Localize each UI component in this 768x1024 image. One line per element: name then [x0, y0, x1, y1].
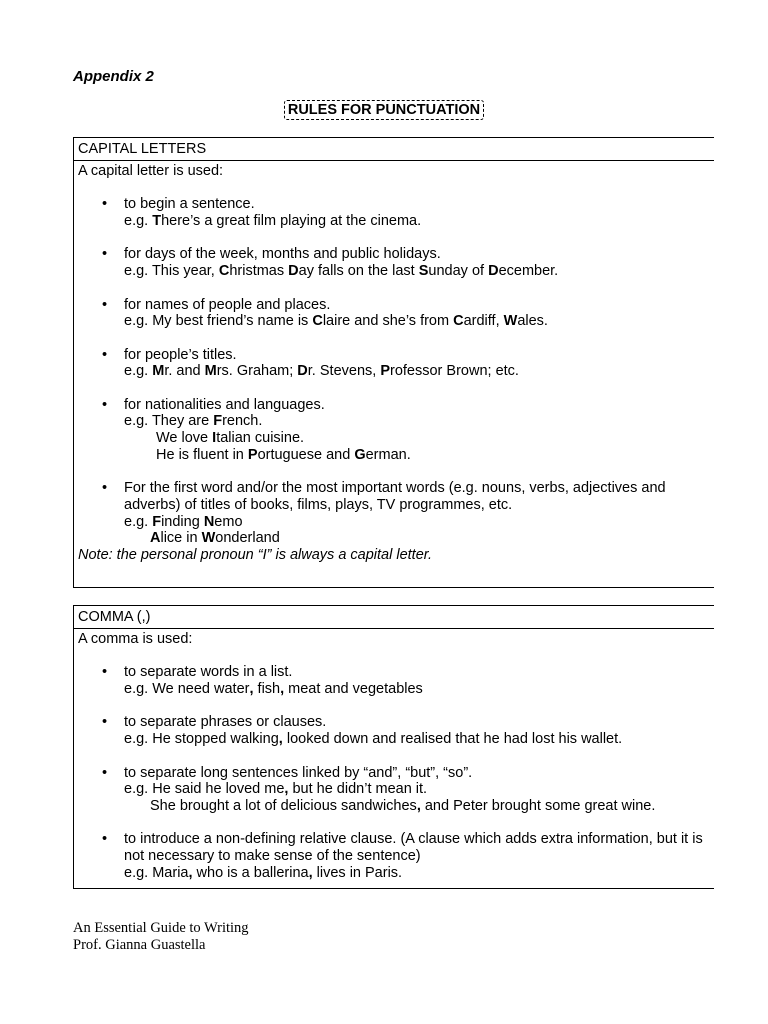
- emphasis-letter: C: [453, 313, 464, 330]
- example-continuation: [124, 798, 710, 815]
- example-text: My best friend’s name is: [152, 313, 313, 330]
- example-continuation: [124, 530, 710, 547]
- example-text: rs. Graham;: [216, 363, 298, 380]
- bullet-icon: •: [102, 346, 108, 363]
- bullet-icon: •: [102, 480, 108, 497]
- example-text: He stopped walking: [152, 731, 279, 748]
- comma-section: [73, 605, 714, 889]
- capital-letters-list: [78, 196, 710, 547]
- example-prefix: e.g.: [124, 213, 153, 230]
- footer-book-title: An Essential Guide to Writing: [73, 920, 249, 936]
- example-text: ales.: [517, 313, 548, 330]
- emphasis-letter: ,: [284, 781, 289, 798]
- emphasis-letter: C: [312, 313, 323, 330]
- example-text: We love: [156, 430, 213, 447]
- example-text: and Peter brought some great wine.: [420, 797, 656, 814]
- example-text: She brought a lot of delicious sandwiches: [150, 797, 417, 814]
- list-item: [78, 246, 710, 279]
- example-prefix: e.g.: [124, 263, 152, 280]
- example-line: [124, 865, 710, 882]
- capital-letters-heading: CAPITAL LETTERS: [74, 138, 714, 161]
- example-text: lice in: [160, 530, 202, 547]
- comma-intro: A comma is used:: [78, 631, 193, 647]
- comma-heading: COMMA (,): [74, 606, 714, 629]
- example-prefix: e.g.: [124, 363, 153, 380]
- example-line: [124, 413, 710, 430]
- example-line: [124, 514, 710, 531]
- example-text: hristmas: [229, 263, 289, 280]
- example-text: onderland: [215, 530, 280, 547]
- rule-text: for people’s titles.: [124, 346, 237, 363]
- comma-body: [74, 629, 714, 881]
- emphasis-letter: C: [218, 263, 230, 280]
- emphasis-letter: I: [212, 430, 217, 447]
- emphasis-letter: N: [203, 513, 215, 530]
- example-text: ecember.: [498, 263, 559, 280]
- list-item: [78, 196, 710, 229]
- emphasis-letter: T: [152, 213, 162, 230]
- example-text: meat and vegetables: [284, 681, 423, 698]
- emphasis-letter: F: [152, 513, 162, 530]
- example-text: Maria: [152, 864, 189, 881]
- title-wrap: [0, 100, 768, 120]
- example-line: [124, 313, 710, 330]
- emphasis-letter: F: [213, 413, 223, 430]
- example-text: ortuguese and: [257, 446, 355, 463]
- emphasis-letter: S: [418, 263, 429, 280]
- example-continuation: [124, 447, 710, 464]
- rule-text: for names of people and places.: [124, 296, 331, 313]
- example-text: He is fluent in: [156, 446, 248, 463]
- emphasis-letter: M: [152, 363, 165, 380]
- example-text: but he didn’t mean it.: [288, 781, 428, 798]
- example-prefix: e.g.: [124, 681, 153, 698]
- emphasis-letter: ,: [188, 864, 193, 881]
- rule-text: to separate phrases or clauses.: [124, 714, 327, 731]
- example-text: unday of: [428, 263, 489, 280]
- bullet-icon: •: [102, 714, 108, 731]
- rule-text: to separate long sentences linked by “and”, “but”, “so”.: [124, 764, 473, 781]
- example-text: We need water: [152, 681, 250, 698]
- emphasis-letter: W: [503, 313, 518, 330]
- example-text: fish: [253, 681, 281, 698]
- emphasis-letter: M: [204, 363, 217, 380]
- bullet-icon: •: [102, 764, 108, 781]
- rule-text: For the first word and/or the most important words (e.g. nouns, verbs, adjectives and adverbs) of titles of books, films, plays, TV programmes, etc.: [124, 480, 666, 513]
- emphasis-letter: P: [247, 446, 258, 463]
- example-text: They are: [151, 413, 214, 430]
- bullet-icon: •: [102, 664, 108, 681]
- rule-text: to separate words in a list.: [124, 664, 293, 681]
- emphasis-letter: W: [201, 530, 216, 547]
- example-text: ay falls on the last: [298, 263, 419, 280]
- capital-letters-note: Note: the personal pronoun “I” is always a capital letter.: [78, 547, 433, 564]
- example-continuation: [124, 430, 710, 447]
- list-item: [78, 480, 710, 547]
- footer: [73, 920, 249, 954]
- example-prefix: e.g.: [124, 864, 153, 881]
- example-text: laire and she’s from: [322, 313, 454, 330]
- example-line: [124, 681, 710, 698]
- example-prefix: e.g.: [124, 413, 152, 430]
- page-title: RULES FOR PUNCTUATION: [284, 100, 484, 120]
- example-text: looked down and realised that he had lost his wallet.: [282, 731, 623, 748]
- bullet-icon: •: [102, 831, 108, 848]
- example-prefix: e.g.: [124, 731, 153, 748]
- emphasis-letter: ,: [249, 681, 254, 698]
- emphasis-letter: D: [288, 263, 299, 280]
- emphasis-letter: D: [488, 263, 499, 280]
- rule-text: to introduce a non-defining relative clause. (A clause which adds extra information, but it is not necessary to make sense of the sentence): [124, 831, 703, 865]
- example-text: who is a ballerina: [192, 864, 309, 881]
- list-item: [78, 714, 710, 747]
- rule-text: for days of the week, months and public holidays.: [124, 246, 441, 263]
- bullet-icon: •: [102, 396, 108, 413]
- list-item: [78, 297, 710, 330]
- list-item: [78, 664, 710, 697]
- example-line: [124, 263, 710, 280]
- emphasis-letter: P: [380, 363, 390, 380]
- example-text: rofessor Brown; etc.: [390, 363, 519, 380]
- emphasis-letter: G: [354, 446, 366, 463]
- list-item: [78, 831, 710, 881]
- list-item: [78, 397, 710, 464]
- example-line: [124, 363, 710, 380]
- example-text: r. and: [164, 363, 205, 380]
- bullet-icon: •: [102, 296, 108, 313]
- capital-letters-intro: A capital letter is used:: [78, 163, 224, 179]
- example-line: [124, 731, 710, 748]
- emphasis-letter: ,: [416, 797, 421, 814]
- bullet-icon: •: [102, 196, 108, 213]
- example-text: emo: [214, 513, 243, 530]
- bullet-icon: •: [102, 246, 108, 263]
- rule-text: for nationalities and languages.: [124, 396, 325, 413]
- capital-letters-section: [73, 137, 714, 588]
- comma-list: [78, 664, 710, 881]
- example-text: He said he loved me: [152, 781, 285, 798]
- example-prefix: e.g.: [124, 781, 153, 798]
- example-line: [124, 781, 710, 798]
- example-prefix: e.g.: [124, 313, 153, 330]
- example-text: erman.: [365, 446, 411, 463]
- emphasis-letter: ,: [308, 864, 313, 881]
- example-text: r. Stevens,: [307, 363, 381, 380]
- emphasis-letter: D: [297, 363, 308, 380]
- list-item: [78, 765, 710, 815]
- emphasis-letter: ,: [280, 681, 285, 698]
- appendix-label: Appendix 2: [73, 68, 154, 85]
- example-line: [124, 213, 710, 230]
- example-prefix: e.g.: [124, 513, 153, 530]
- example-text: here’s a great film playing at the cinema.: [161, 213, 422, 230]
- example-text: inding: [161, 513, 204, 530]
- rule-text: to begin a sentence.: [124, 196, 255, 213]
- example-text: ardiff,: [463, 313, 504, 330]
- list-item: [78, 347, 710, 380]
- emphasis-letter: ,: [278, 731, 283, 748]
- example-text: lives in Paris.: [312, 864, 403, 881]
- emphasis-letter: A: [150, 530, 161, 547]
- example-text: talian cuisine.: [216, 430, 305, 447]
- footer-author: Prof. Gianna Guastella: [73, 937, 206, 953]
- example-text: rench.: [222, 413, 263, 430]
- capital-letters-body: [74, 161, 714, 564]
- example-text: This year,: [151, 263, 219, 280]
